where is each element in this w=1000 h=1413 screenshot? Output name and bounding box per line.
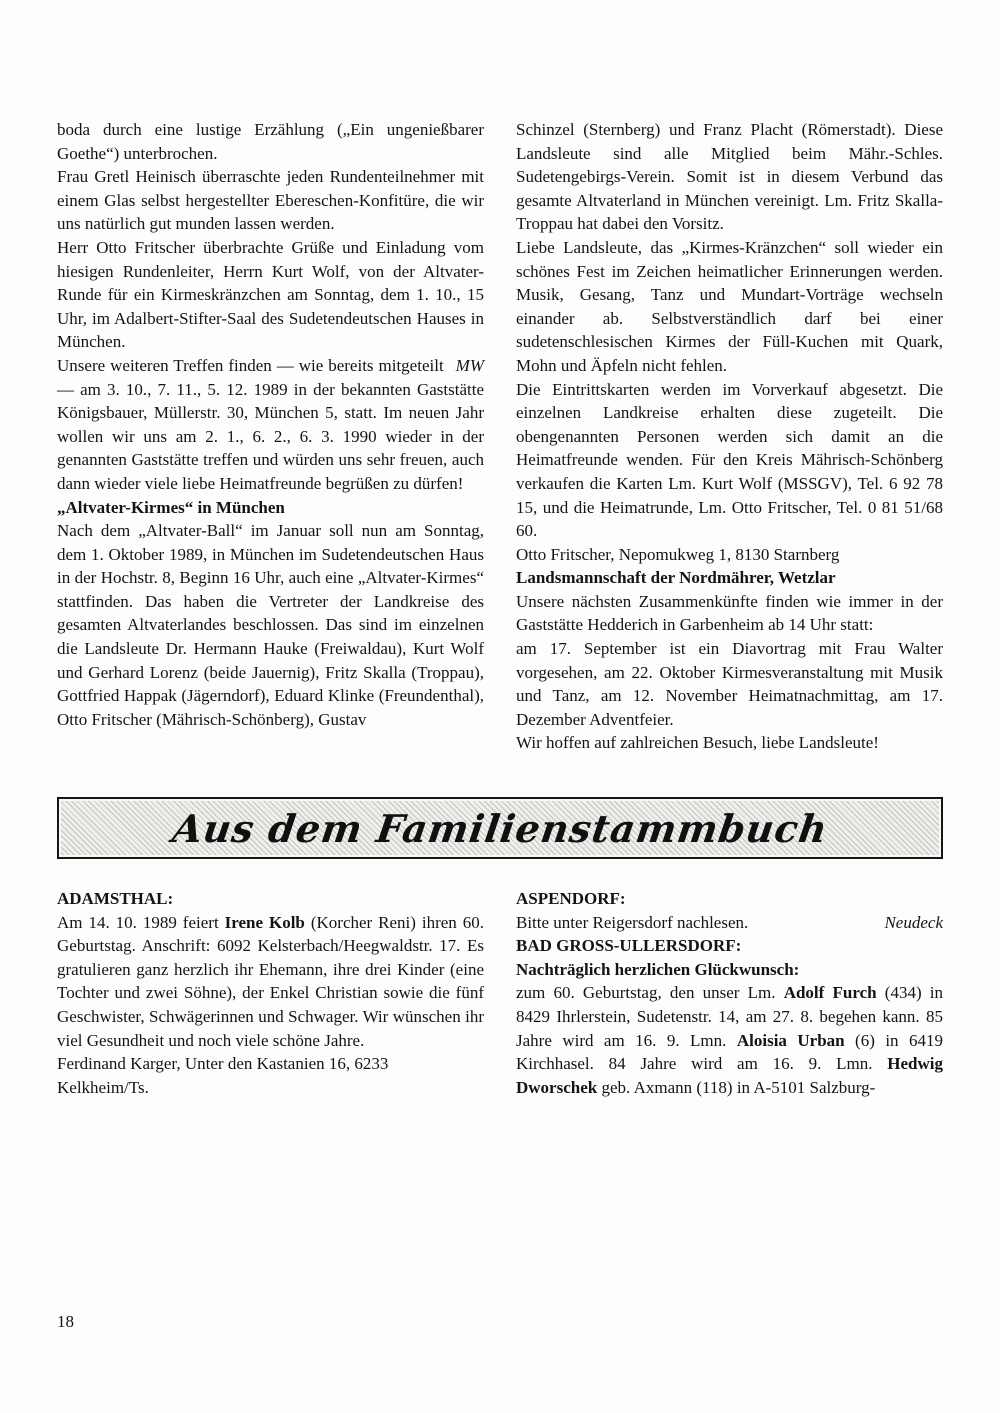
entry-paragraph xyxy=(516,981,943,1099)
family-column-left xyxy=(57,887,484,1099)
entry-heading-bad-gross-ullersdorf: BAD GROSS-ULLERSDORF: xyxy=(516,936,742,956)
article-columns xyxy=(57,118,943,755)
article-paragraph: am 17. September ist ein Diavortrag mit Frau Walter vorgesehen, am 22. Oktober Kirmesveranstaltung mit Musik und Tanz, am 12. November Heimatnachmittag, am 17. Dezember Adventfeier. xyxy=(516,639,943,729)
article-paragraph: Unsere nächsten Zusammenkünfte finden wie immer in der Gaststätte Hedderich in Garbenheim ab 14 Uhr statt: xyxy=(516,591,943,635)
person-name: Aloisia Urban xyxy=(736,1030,845,1050)
entry-paragraph xyxy=(57,911,484,1053)
article-paragraph xyxy=(57,354,484,496)
author-initials: MW xyxy=(455,355,484,375)
entry-text: (Korcher Reni) ihren 60. Geburtstag. Anschrift: 6092 Kelsterbach/Heegwaldstr. 17. Es gratulieren ganz herzlich ihr Ehemann, ihre drei Kinder (eine Tochter und zwei Söhne), der Enkel Christian sowie die fünf Geschwister, Schwägerinnen und Schwager. Wir wünschen ihr viel Gesundheit und noch viele schöne Jahre. xyxy=(57,912,484,1050)
entry-text: Am 14. 10. 1989 feiert xyxy=(57,912,225,932)
family-columns xyxy=(57,887,943,1099)
entry-heading-aspendorf: ASPENDORF: xyxy=(516,889,626,909)
page-number: 18 xyxy=(57,1312,74,1331)
person-name: Irene Kolb xyxy=(224,912,305,932)
entry-text: (6) in 6419 Kirchhasel. 84 Jahre wird am 16. 9. Lmn. xyxy=(516,1030,944,1074)
article-paragraph: Wir hoffen auf zahlreichen Besuch, liebe Landsleute! xyxy=(516,733,879,753)
family-column-right xyxy=(516,887,943,1099)
entry-paragraph xyxy=(516,911,943,935)
entry-signature: Neudeck xyxy=(884,912,943,932)
contact-address-line: Otto Fritscher, Nepomukweg 1, 8130 Starnberg xyxy=(516,544,840,564)
entry-text: geb. Axmann (118) in A-5101 Salzburg- xyxy=(597,1077,876,1097)
entry-text: zum 60. Geburtstag, den unser Lm. xyxy=(516,983,784,1003)
article-column-left xyxy=(57,118,484,755)
article-paragraph: Liebe Landsleute, das „Kirmes-Kränzchen“ soll wieder ein schönes Fest im Zeichen heimatlicher Erinnerungen werden. Musik, Gesang, Tanz und Mundart-Vorträge wechseln einander ab. Selbstverständlich darf bei einer sudetenschlesischen Kirmes der Füll-Kuchen mit Quark, Mohn und Äpfeln nicht fehlen. xyxy=(516,237,943,375)
article-paragraph: Frau Gretl Heinisch überraschte jeden Rundenteilnehmer mit einem Glas selbst hergestellter Ebereschen-Konfitüre, die wir uns natürlich gut munden lassen werden. xyxy=(57,167,484,234)
article-paragraph: Schinzel (Sternberg) und Franz Placht (Römerstadt). Diese Landsleute sind alle Mitglied beim Mähr.-Schles. Sudetengebirgs-Verein. Somit ist in diesem Verbund das gesamte Altvaterland in München vereinigt. Lm. Fritz Skalla-Troppau hat dabei den Vorsitz. xyxy=(516,120,943,234)
entry-sender-line: Ferdinand Karger, Unter den Kastanien 16, 6233 Kelkheim/Ts. xyxy=(57,1054,389,1097)
paragraph-text: Unsere weiteren Treffen finden — wie bereits mitgeteilt — am 3. 10., 7. 11., 5. 12. 1989 in der bekannten Gaststätte Königsbauer, Müllerstr. 30, München 5, statt. Im neuen Jahr wollen wir uns am 2. 1., 6. 2., 6. 3. 1990 wieder in der genannten Gaststätte treffen und würden uns sehr freuen, auch dann wieder viele liebe Heimatfreunde begrüßen zu dürfen! xyxy=(57,355,484,493)
entry-subheading: Nachträglich herzlichen Glückwunsch: xyxy=(516,959,800,979)
article-heading-nordmaehrer: Landsmannschaft der Nordmährer, Wetzlar xyxy=(516,568,836,588)
page-content xyxy=(57,118,943,1099)
entry-heading-adamsthal: ADAMSTHAL: xyxy=(57,889,174,909)
entry-text: (434) in 8429 Ihrlerstein, Sudetenstr. 14, am 27. 8. begehen kann. 85 Jahre wird am 16. 9. Lmn. xyxy=(516,983,944,1050)
article-paragraph: Herr Otto Fritscher überbrachte Grüße und Einladung vom hiesigen Rundenleiter, Herrn Kurt Wolf, von der Altvater-Runde für ein Kirmeskränzchen am Sonntag, dem 1. 10., 15 Uhr, im Adalbert-Stifter-Saal des Sudetendeutschen Hauses in München. xyxy=(57,237,484,352)
entry-text: Bitte unter Reigersdorf nachlesen. xyxy=(516,912,749,932)
familienstammbuch-banner xyxy=(57,797,943,859)
article-heading-altvater-kirmes: „Altvater-Kirmes“ in München xyxy=(57,497,285,517)
article-column-right xyxy=(516,118,943,755)
article-paragraph: Die Eintrittskarten werden im Vorverkauf abgesetzt. Die einzelnen Landkreise erhalten diese zugeteilt. Die obengenannten Personen werden sich damit an die Heimatfreunde wenden. Für den Kreis Mährisch-Schönberg verkaufen die Karten Lm. Kurt Wolf (MSSGV), Tel. 6 92 78 15, und die Heimatrunde, Lm. Otto Fritscher, Tel. 0 81 51/68 60. xyxy=(516,379,943,541)
banner-title: Aus dem Familienstammbuch xyxy=(169,805,831,851)
article-paragraph: Nach dem „Altvater-Ball“ im Januar soll nun am Sonntag, dem 1. Oktober 1989, in München im Sudetendeutschen Haus in der Hochstr. 8, Beginn 16 Uhr, auch eine „Altvater-Kirmes“ stattfinden. Das haben die Vertreter der Landkreise des gesamten Altvaterlandes beschlossen. Das sind im einzelnen die Landsleute Dr. Hermann Hauke (Freiwaldau), Kurt Wolf und Gerhard Lorenz (beide Jauernig), Fritz Skalla (Troppau), Gottfried Happak (Jägerndorf), Eduard Klinke (Freundenthal), Otto Fritscher (Mährisch-Schönberg), Gustav xyxy=(57,521,484,729)
person-name: Hedwig Dworschek xyxy=(516,1054,943,1097)
person-name: Adolf Furch xyxy=(783,983,877,1003)
article-paragraph: boda durch eine lustige Erzählung („Ein ungenießbarer Goethe“) unterbrochen. xyxy=(57,120,484,163)
